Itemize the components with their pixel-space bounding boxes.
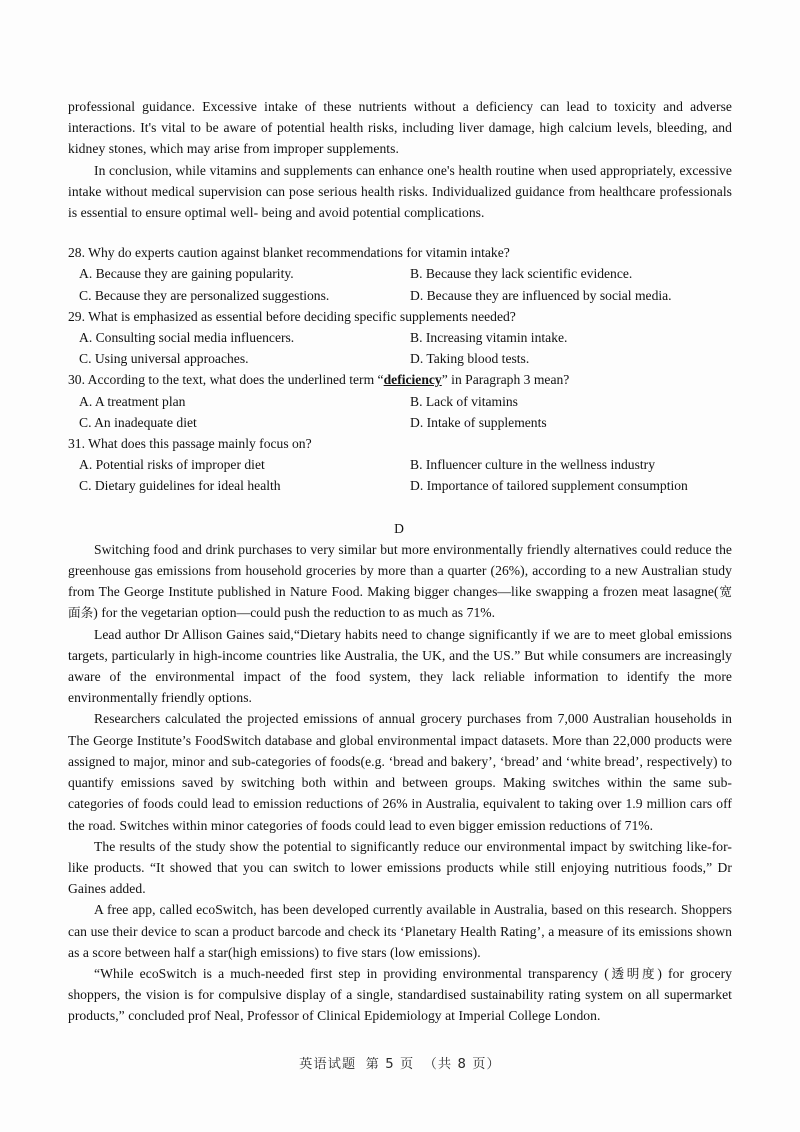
section-letter-d: D [394, 520, 404, 536]
question-31-stem: 31. What does this passage mainly focus on? [68, 436, 312, 452]
page-footer [0, 1053, 800, 1072]
question-30-options-row-1 [68, 391, 732, 412]
passage-d [68, 539, 732, 1027]
passage-c-paragraph-2: In conclusion, while vitamins and supplements can enhance one's health routine when used appropriately, excessive intake without medical supervision can pose serious health risks. Individualized guidance from healthcare professionals is essential to ensure optimal well- being and avoid potential complications. [68, 162, 732, 221]
question-30-stem [68, 369, 732, 390]
question-30-stem-before: 30. According to the text, what does the underlined term “ [68, 372, 384, 388]
question-28-option-d[interactable]: D. Because they are influenced by social media. [410, 287, 672, 303]
question-30-stem-after: ” in Paragraph 3 mean? [441, 372, 570, 388]
question-29-option-c[interactable]: C. Using universal approaches. [79, 351, 249, 367]
question-30-option-b[interactable]: B. Lack of vitamins [410, 393, 518, 409]
question-31-option-a[interactable]: A. Potential risks of improper diet [79, 457, 265, 473]
passage-d-gloss-transparency: 透明度 [608, 965, 658, 981]
footer-subject: 英语试题 [299, 1057, 357, 1072]
passage-d-paragraph-1 [68, 539, 732, 624]
passage-d-paragraph-5: A free app, called ecoSwitch, has been developed currently available in Australia, based on this research. Shoppers can use their device to scan a product barcode and check its ‘Planetary Health Rating’, a measure of its emissions shown as a score between half a star(high emissions) to five stars (low emissions). [68, 902, 732, 960]
footer-page-number: 第 5 页 [365, 1057, 415, 1072]
question-29-stem: 29. What is emphasized as essential before deciding specific supplements needed? [68, 308, 516, 324]
question-31-option-b[interactable]: B. Influencer culture in the wellness industry [410, 457, 655, 473]
passage-d-paragraph-6-after: ) for grocery shoppers, the vision is for compulsive display of a single, standardised sustainability rating system on all supermarket products,” concluded prof Neal, Professor of Clinical Epidemiology at Imperial College London. [68, 965, 733, 1024]
passage-d-paragraph-3: Researchers calculated the projected emissions of annual grocery purchases from 7,000 Australian households in The George Institute’s FoodSwitch database and global environmental impact datasets. More than 22,000 products were assigned to major, minor and sub-categories of foods(e.g. ‘bread and bakery’, ‘bread’ and ‘white bread’, respectively) to quantify emissions saved by switching both within and between groups. Making switches within the same sub-categories of foods could lead to emission reductions of 26% in Australia, equivalent to taking over 1.9 million cars off the road. Switches within minor categories of foods could lead to even bigger emission reductions of 71%. [68, 711, 732, 833]
passage-d-paragraph-1-after: ) for the vegetarian option—could push the reduction to as much as 71%. [93, 605, 496, 621]
question-29-option-b[interactable]: B. Increasing vitamin intake. [410, 330, 568, 346]
question-29-option-a[interactable]: A. Consulting social media influencers. [79, 330, 295, 346]
question-30-option-d[interactable]: D. Intake of supplements [410, 414, 547, 430]
passage-d-paragraph-1-before: Switching food and drink purchases to very similar but more environmentally friendly alternatives could reduce the greenhouse gas emissions from household groceries by more than a quarter (26%), according to a new Australian study from The George Institute published in Nature Food. Making bigger changes—like swapping a frozen meat lasagne( [68, 541, 732, 600]
question-30-underlined-term: deficiency [383, 372, 442, 388]
question-28-option-b[interactable]: B. Because they lack scientific evidence. [410, 266, 633, 282]
question-31-options-row-1 [68, 454, 732, 475]
question-30-options-row-2 [68, 412, 732, 433]
question-28-stem: 28. Why do experts caution against blanket recommendations for vitamin intake? [68, 245, 510, 261]
question-28-options-row-1 [68, 263, 732, 284]
passage-d-gloss-lasagne: 宽面条 [68, 584, 732, 621]
page-content [68, 96, 732, 1027]
passage-d-paragraph-2: Lead author Dr Allison Gaines said,“Dietary habits need to change significantly if we are to meet global emissions targets, particularly in high-income countries like Australia, the UK, and the US.” But while consumers are increasingly aware of the environmental impact of the food system, they lack reliable information to identify the more environmentally friendly options. [68, 626, 732, 706]
passage-d-paragraph-6 [68, 963, 732, 1027]
question-30-option-c[interactable]: C. An inadequate diet [79, 414, 197, 430]
question-29-options-row-2 [68, 348, 732, 369]
question-28-option-c[interactable]: C. Because they are personalized suggestions. [79, 287, 330, 303]
question-28-option-a[interactable]: A. Because they are gaining popularity. [79, 266, 294, 282]
question-29-options-row-1 [68, 327, 732, 348]
question-30-option-a[interactable]: A. A treatment plan [79, 393, 186, 409]
passage-c-paragraph-1: professional guidance. Excessive intake of these nutrients without a deficiency can lead to toxicity and adverse interactions. It's vital to be aware of potential health risks, including liver damage, high calcium levels, bleeding, and kidney stones, which may arise from improper supplements. [68, 99, 732, 157]
question-28-options-row-2 [68, 285, 732, 306]
passage-d-paragraph-4: The results of the study show the potential to significantly reduce our environmental impact by switching like-for-like products. “It showed that you can switch to lower emissions products while still enjoying nutritious foods,” Dr Gaines added. [68, 838, 732, 897]
question-31-option-d[interactable]: D. Importance of tailored supplement consumption [410, 478, 688, 494]
footer-total-pages: （共 8 页） [423, 1057, 501, 1072]
questions-section [68, 242, 732, 496]
question-31-options-row-2 [68, 475, 732, 496]
question-29-option-d[interactable]: D. Taking blood tests. [410, 351, 530, 367]
question-31-option-c[interactable]: C. Dietary guidelines for ideal health [79, 478, 281, 494]
passage-d-paragraph-6-before: “While ecoSwitch is a much-needed first step in providing environmental transparency ( [94, 965, 609, 981]
